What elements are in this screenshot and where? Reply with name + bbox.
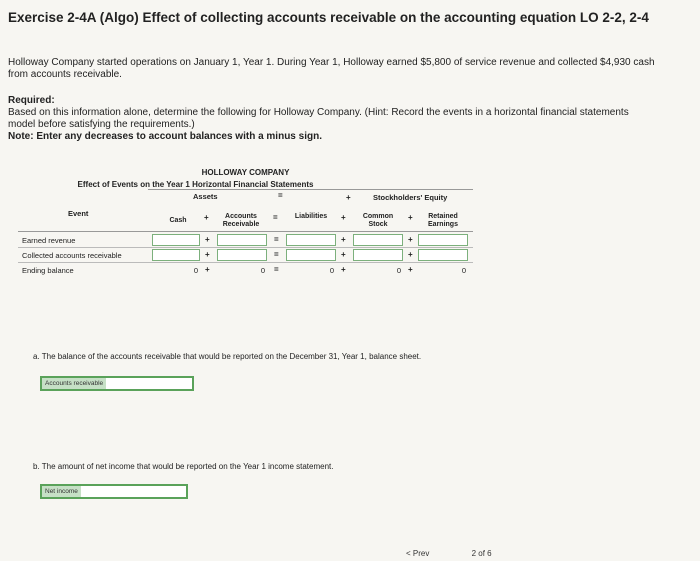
se-header: Stockholders' Equity: [373, 193, 448, 202]
liabilities-input-row1[interactable]: [286, 234, 336, 246]
table-subtitle: Effect of Events on the Year 1 Horizontal Financial Statements: [77, 180, 314, 189]
plus-sign: +: [341, 235, 346, 244]
question-a: a. The balance of the accounts receivable that would be reported on the December 31, Year 1, balance sheet.: [33, 352, 422, 361]
ar-input-row2[interactable]: [217, 249, 267, 261]
equals-sign: =: [273, 213, 278, 222]
plus-sign: +: [205, 250, 210, 259]
row-label-collected-ar: Collected accounts receivable: [22, 251, 122, 260]
retained-earnings-ending: 0: [461, 266, 466, 275]
pagination: [406, 549, 492, 558]
note-text: Note: Enter any decreases to account balances with a minus sign.: [8, 131, 322, 142]
plus-sign: +: [204, 213, 209, 222]
liabilities-input-row2[interactable]: [286, 249, 336, 261]
accounts-receivable-label: Accounts receivable: [42, 378, 106, 389]
net-income-answer[interactable]: [40, 484, 188, 499]
required-heading: Required:: [8, 95, 55, 106]
row-label-earned-revenue: Earned revenue: [22, 236, 76, 245]
exercise-title: Exercise 2-4A (Algo) Effect of collecting accounts receivable on the accounting equation LO 2-2, 2-4: [8, 10, 649, 25]
retained-earnings-input-row1[interactable]: [418, 234, 468, 246]
plus-sign: +: [205, 235, 210, 244]
plus-sign: +: [408, 235, 413, 244]
accounts-receivable-answer[interactable]: [40, 376, 194, 391]
divider: [18, 247, 473, 248]
cash-input-row2[interactable]: [152, 249, 200, 261]
equals-sign: =: [278, 191, 283, 200]
liabilities-header: Liabilities: [294, 213, 328, 220]
plus-sign: +: [341, 250, 346, 259]
plus-sign: +: [205, 265, 210, 274]
required-text: Based on this information alone, determine the following for Holloway Company. (Hint: Record the events in a horizontal financial statements model before satisfying the requirements.): [8, 107, 629, 130]
common-stock-header: Common Stock: [362, 213, 394, 228]
event-header: Event: [68, 209, 89, 218]
ar-ending: 0: [260, 266, 265, 275]
cash-header: Cash: [169, 217, 187, 224]
equals-sign: =: [274, 250, 279, 259]
page-indicator[interactable]: 2 of 6: [471, 549, 492, 558]
plus-sign: +: [341, 213, 346, 222]
plus-sign: +: [408, 213, 413, 222]
ar-header: Accounts Receivable: [222, 213, 260, 228]
divider: [18, 262, 473, 263]
net-income-label: Net income: [42, 486, 81, 497]
horizontal-model-table: [18, 165, 473, 283]
question-b: b. The amount of net income that would be reported on the Year 1 income statement.: [33, 462, 334, 471]
divider: [18, 231, 473, 232]
assets-header: Assets: [193, 192, 218, 201]
cash-input-row1[interactable]: [152, 234, 200, 246]
intro-text: Holloway Company started operations on January 1, Year 1. During Year 1, Holloway earned $5,800 of service revenue and collected $4,930 cash from accounts receivable.: [8, 57, 655, 80]
divider: [148, 189, 473, 190]
cash-ending: 0: [193, 266, 198, 275]
equals-sign: =: [274, 265, 279, 274]
row-label-ending-balance: Ending balance: [22, 266, 74, 275]
prev-button[interactable]: < Prev: [406, 549, 430, 558]
common-stock-input-row2[interactable]: [353, 249, 403, 261]
table-company: HOLLOWAY COMPANY: [201, 168, 290, 177]
plus-sign: +: [346, 193, 351, 202]
equals-sign: =: [274, 235, 279, 244]
plus-sign: +: [408, 250, 413, 259]
ar-input-row1[interactable]: [217, 234, 267, 246]
common-stock-input-row1[interactable]: [353, 234, 403, 246]
common-stock-ending: 0: [396, 266, 401, 275]
retained-earnings-input-row2[interactable]: [418, 249, 468, 261]
plus-sign: +: [408, 265, 413, 274]
retained-earnings-header: Retained Earnings: [428, 213, 458, 228]
liabilities-ending: 0: [329, 266, 334, 275]
plus-sign: +: [341, 265, 346, 274]
